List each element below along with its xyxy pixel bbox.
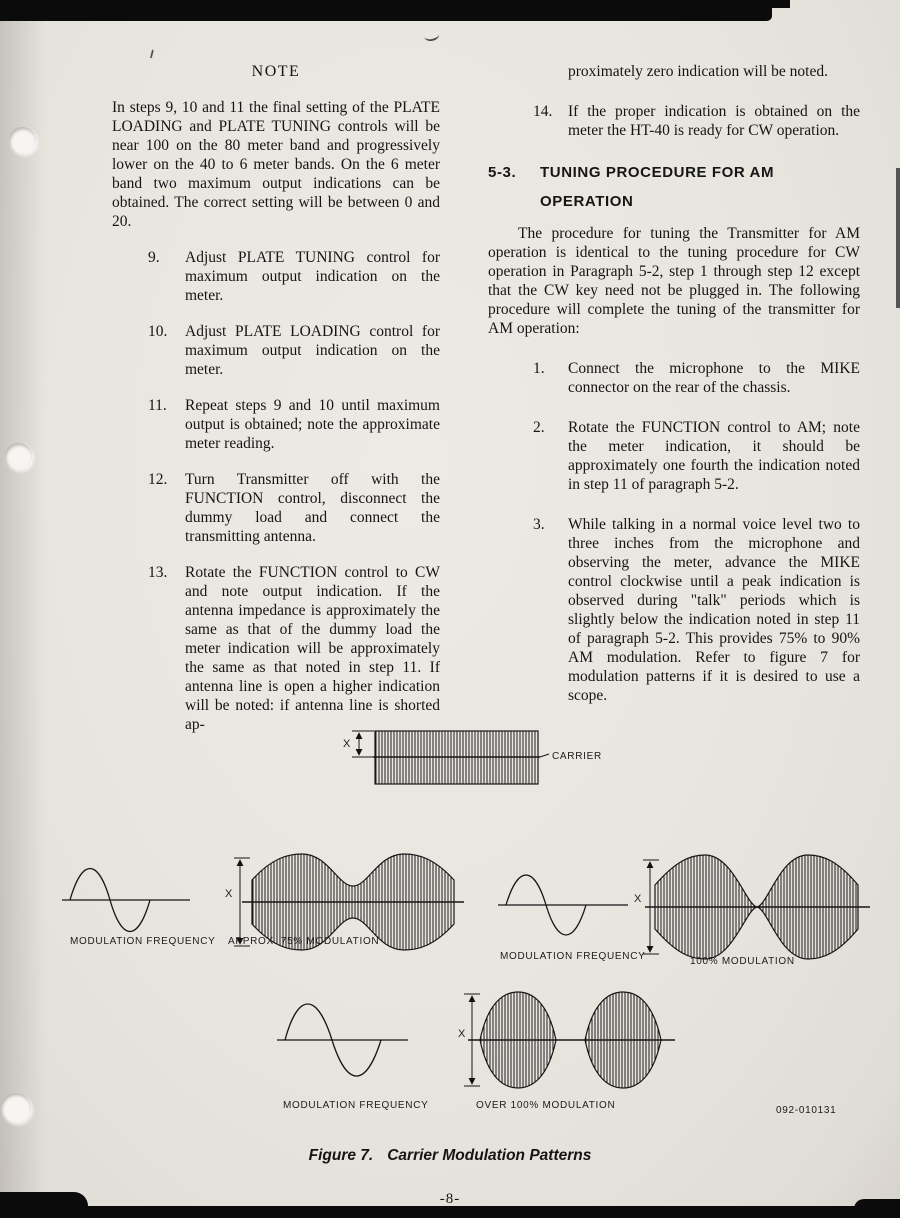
scan-artifact-pen-mark [146,48,154,58]
item-number: 2. [533,419,545,436]
list-item-10 [148,322,440,379]
list-item-9 [148,248,440,305]
item-text: Adjust PLATE TUNING control for maximum output indication on the meter. [185,249,440,304]
punch-hole [9,127,36,154]
scan-artifact-top-bar [0,0,772,21]
modulation-frequency-wave-2 [498,875,628,935]
scan-artifact-top-bar-edge [770,0,790,8]
label-modulation-frequency-1: MODULATION FREQUENCY [70,936,216,947]
section-intro: The procedure for tuning the Transmitter for AM operation is identical to the tuning procedure for CW operation in Paragraph 5-2, step 1 through step 12 except that the CW key need not be plugged in. The following procedure will complete the tuning of the transmitter for AM operation: [488,225,860,337]
item-number: 13. [148,564,168,581]
modulation-frequency-wave-1 [62,869,190,932]
dimension-x-label-over100: X [458,1028,466,1040]
item-text: Connect the microphone to the MIKE connector on the rear of the chassis. [568,360,860,396]
label-modulation-frequency-3: MODULATION FREQUENCY [283,1100,429,1111]
section-number: 5-3. [488,164,517,181]
item-text: Repeat steps 9 and 10 until maximum output is obtained; note the approximate meter reading. [185,397,440,452]
scan-artifact-pen-mark [423,29,440,42]
list-item-13 [148,563,440,734]
list-item-3 [533,515,860,705]
continuation-text: proximately zero indication will be noted. [568,63,828,80]
item-text: While talking in a normal voice level two to three inches from the microphone and observing the meter, advance the MIKE control clockwise until a peak indication is observed during "talk" periods which is slightly below the indication noted in step 11 of paragraph 5-2. This provides 75% to 90% AM modulation. Refer to figure 7 for modulation patterns if it is desired to use a scope. [568,516,860,704]
item-number: 9. [148,249,160,266]
section-title: TUNING PROCEDURE FOR AM [540,164,775,181]
item-number: 14. [533,103,553,120]
envelope-100-percent [643,855,870,959]
carrier-label: CARRIER [552,751,602,762]
right-column [488,62,860,705]
cw-steps-continued [533,102,860,140]
cw-tuning-steps [148,248,440,734]
dimension-x-label-100: X [634,893,642,905]
am-tuning-steps [533,359,860,705]
item-text: Adjust PLATE LOADING control for maximum output indication on the meter. [185,323,440,378]
item-text: Rotate the FUNCTION control to AM; note the meter indication, it should be approximately one fourth the indication noted in step 11 of paragraph 5-2. [568,419,860,493]
item-text: If the proper indication is obtained on the meter the HT-40 is ready for CW operation. [568,103,860,139]
figure-caption-label: Figure 7. [308,1147,374,1164]
note-heading: NOTE [251,63,301,80]
label-over-100-modulation: OVER 100% MODULATION [476,1100,616,1111]
figure-caption [0,1147,900,1165]
list-item-12 [148,470,440,546]
item-number: 11. [148,397,167,414]
item-number: 3. [533,516,545,533]
page-number: -8- [439,1191,461,1207]
dimension-x-label-carrier: X [343,738,351,750]
list-item-14 [533,102,860,140]
section-heading [488,163,860,182]
figure-part-number: 092-010131 [776,1105,837,1116]
list-item-11 [148,396,440,453]
envelope-over-100-percent [464,992,675,1088]
label-modulation-frequency-2: MODULATION FREQUENCY [500,951,646,962]
carrier-waveform [352,731,549,784]
dimension-x-label-75: X [225,888,233,900]
left-column [112,62,440,734]
item-text: Turn Transmitter off with the FUNCTION control, disconnect the dummy load and connect the transmitting antenna. [185,471,440,545]
modulation-frequency-wave-3 [277,1004,408,1076]
label-100-modulation: 100% MODULATION [690,956,795,967]
punch-hole [5,443,32,470]
label-approx-75-modulation: APPROX. 75% MODULATION [228,936,380,947]
figure-caption-title: Carrier Modulation Patterns [387,1147,592,1164]
figure-7-diagram [0,712,900,1192]
item-number: 12. [148,471,168,488]
item-number: 10. [148,323,168,340]
list-item-1 [533,359,860,397]
item-text: Rotate the FUNCTION control to CW and note output indication. If the antenna impedance is approximately the same as that of the dummy load the meter indication will be approximately the same as that noted in step 11. If antenna line is open a higher indication will be noted: if antenna line is shorted ap- [185,564,440,733]
scan-artifact-right-edge [896,168,900,308]
list-item-2 [533,418,860,494]
section-title-line2: OPERATION [540,193,634,210]
item-number: 1. [533,360,545,377]
note-body: In steps 9, 10 and 11 the final setting of the PLATE LOADING and PLATE TUNING controls will be near 100 on the 80 meter band and progressively lower on the 40 to 6 meter bands. On the 6 meter band two maximum output indications can be obtained. The correct setting will be between 0 and 20. [112,99,440,230]
